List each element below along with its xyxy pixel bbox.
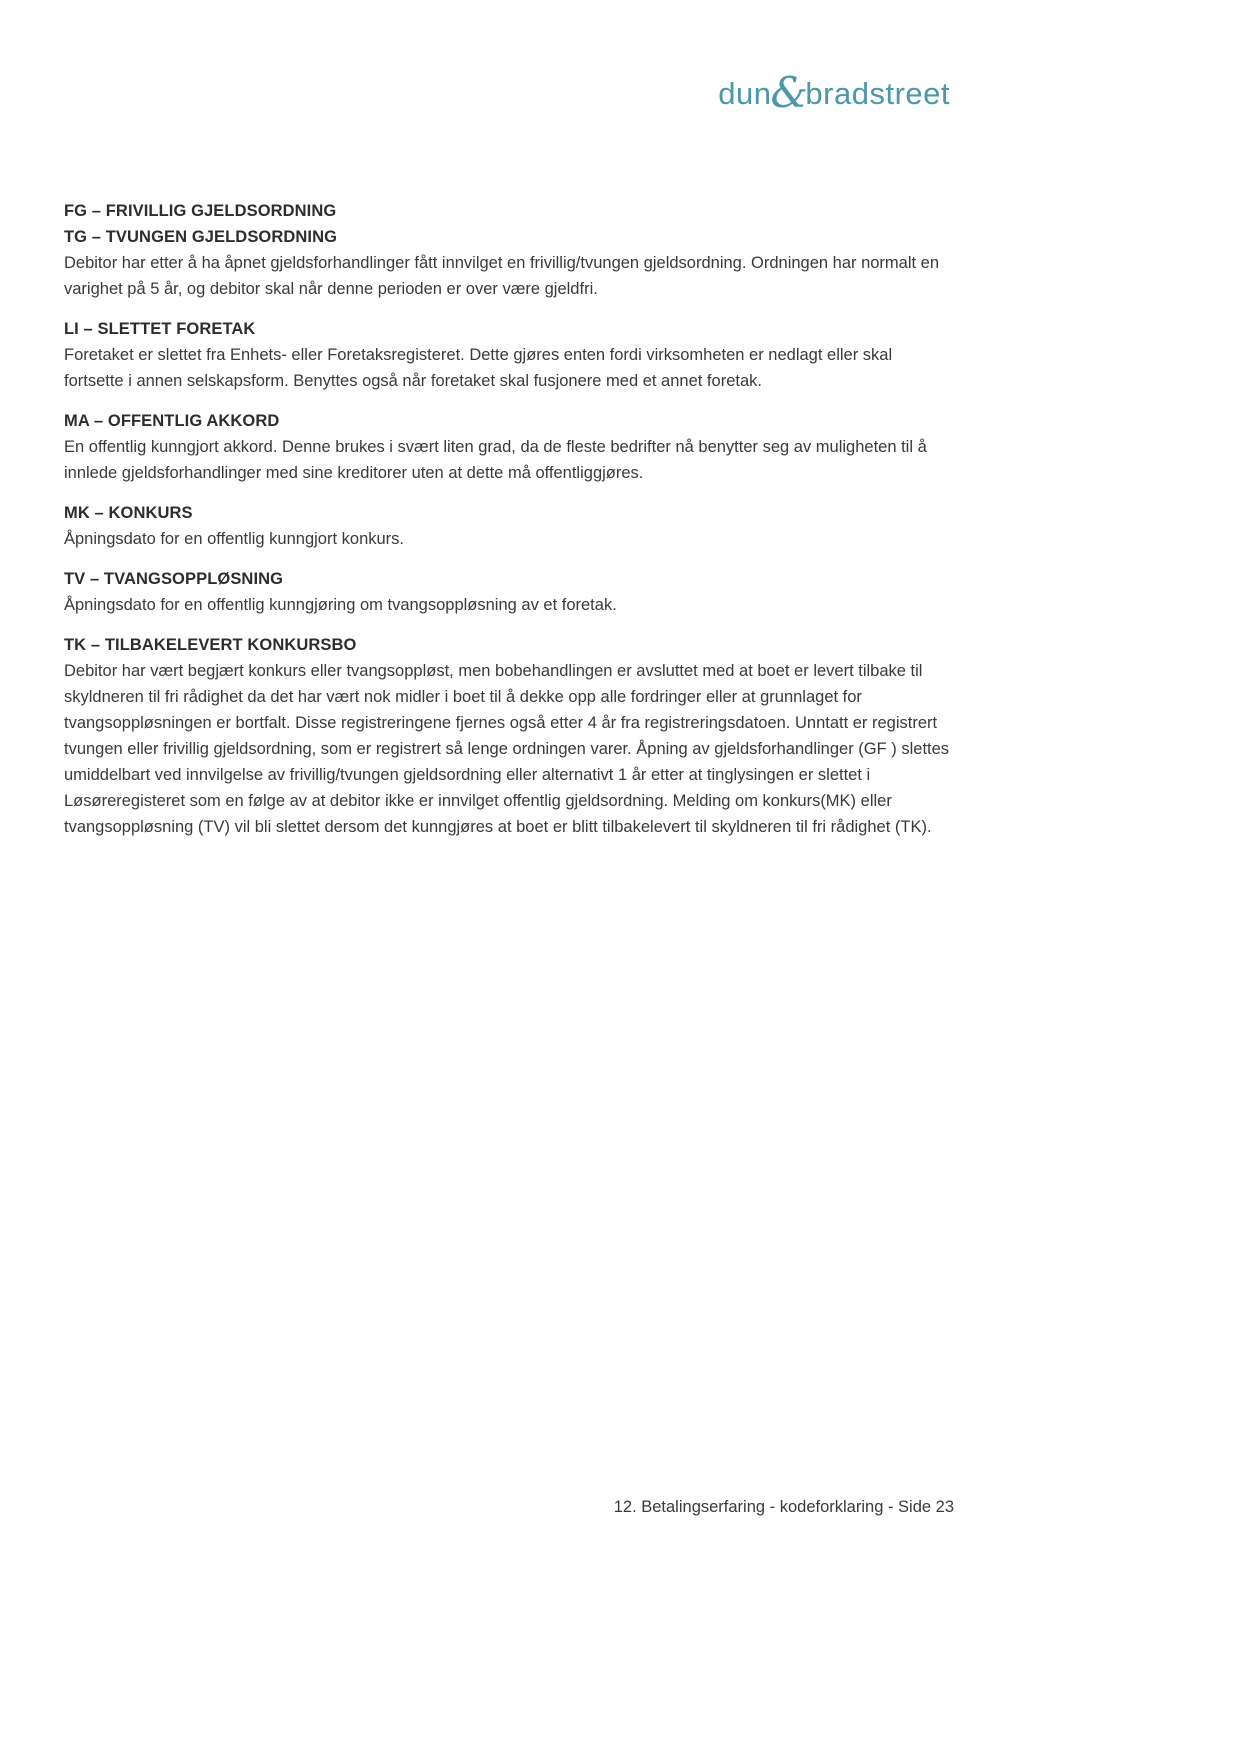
logo-text-bradstreet: bradstreet: [805, 76, 950, 111]
section-heading-ma: MA – OFFENTLIG AKKORD: [64, 412, 280, 430]
section-heading-tk: TK – TILBAKELEVERT KONKURSBO: [64, 636, 357, 654]
section-body-fg-tg: Debitor har etter å ha åpnet gjeldsforhandlinger fått innvilget en frivillig/tvungen gjeldsordning. Ordningen har normalt en varighet på 5 år, og debitor skal når denne perioden er over være gjeldfri.: [64, 254, 940, 298]
dnb-logo: [718, 68, 950, 117]
section-mk: [64, 500, 954, 552]
footer-text: 12. Betalingserfaring - kodeforklaring - Side 23: [613, 1498, 954, 1516]
section-heading-fg: FG – FRIVILLIG GJELDSORDNING: [64, 202, 337, 220]
section-ma: [64, 408, 954, 486]
logo-ampersand-icon: &: [770, 68, 809, 117]
section-body-ma: En offentlig kunngjort akkord. Denne brukes i svært liten grad, da de fleste bedrifter nå benytter seg av muligheten til å innlede gjeldsforhandlinger med sine kreditorer uten at dette må offentliggjøres.: [64, 438, 927, 482]
page-footer: [64, 1494, 954, 1520]
section-fg-tg: [64, 198, 954, 302]
section-body-mk: Åpningsdato for en offentlig kunngjort konkurs.: [64, 530, 404, 548]
section-body-tv: Åpningsdato for en offentlig kunngjøring om tvangsoppløsning av et foretak.: [64, 596, 617, 614]
section-heading-tv: TV – TVANGSOPPLØSNING: [64, 570, 284, 588]
section-body-tk: Debitor har vært begjært konkurs eller tvangsoppløst, men bobehandlingen er avsluttet med at boet er levert tilbake til skyldneren til fri rådighet da det har vært nok midler i boet til å dekke opp alle fordringer eller at grunnlaget for tvangsoppløsningen er bortfalt. Disse registreringene fjernes også etter 4 år fra registreringsdatoen. Unntatt er registrert tvungen eller frivillig gjeldsordning, som er registrert så lenge ordningen varer. Åpning av gjeldsforhandlinger (GF ) slettes umiddelbart ved innvilgelse av frivillig/tvungen gjeldsordning eller alternativt 1 år etter at tinglysingen er slettet i Løsøreregisteret som en følge av at debitor ikke er innvilget offentlig gjeldsordning. Melding om konkurs(MK) eller tvangsoppløsning (TV) vil bli slettet dersom det kunngjøres at boet er blitt tilbakelevert til skyldneren til fri rådighet (TK).: [64, 662, 950, 836]
section-heading-li: LI – SLETTET FORETAK: [64, 320, 256, 338]
section-body-li: Foretaket er slettet fra Enhets- eller Foretaksregisteret. Dette gjøres enten fordi virksomheten er nedlagt eller skal fortsette i annen selskapsform. Benyttes også når foretaket skal fusjonere med et annet foretak.: [64, 346, 893, 390]
section-tv: [64, 566, 954, 618]
section-heading-tg: TG – TVUNGEN GJELDSORDNING: [64, 228, 338, 246]
document-body: [64, 198, 954, 854]
section-heading-mk: MK – KONKURS: [64, 504, 193, 522]
section-tk: [64, 632, 954, 840]
logo-text-dun: dun: [718, 76, 772, 111]
section-li: [64, 316, 954, 394]
